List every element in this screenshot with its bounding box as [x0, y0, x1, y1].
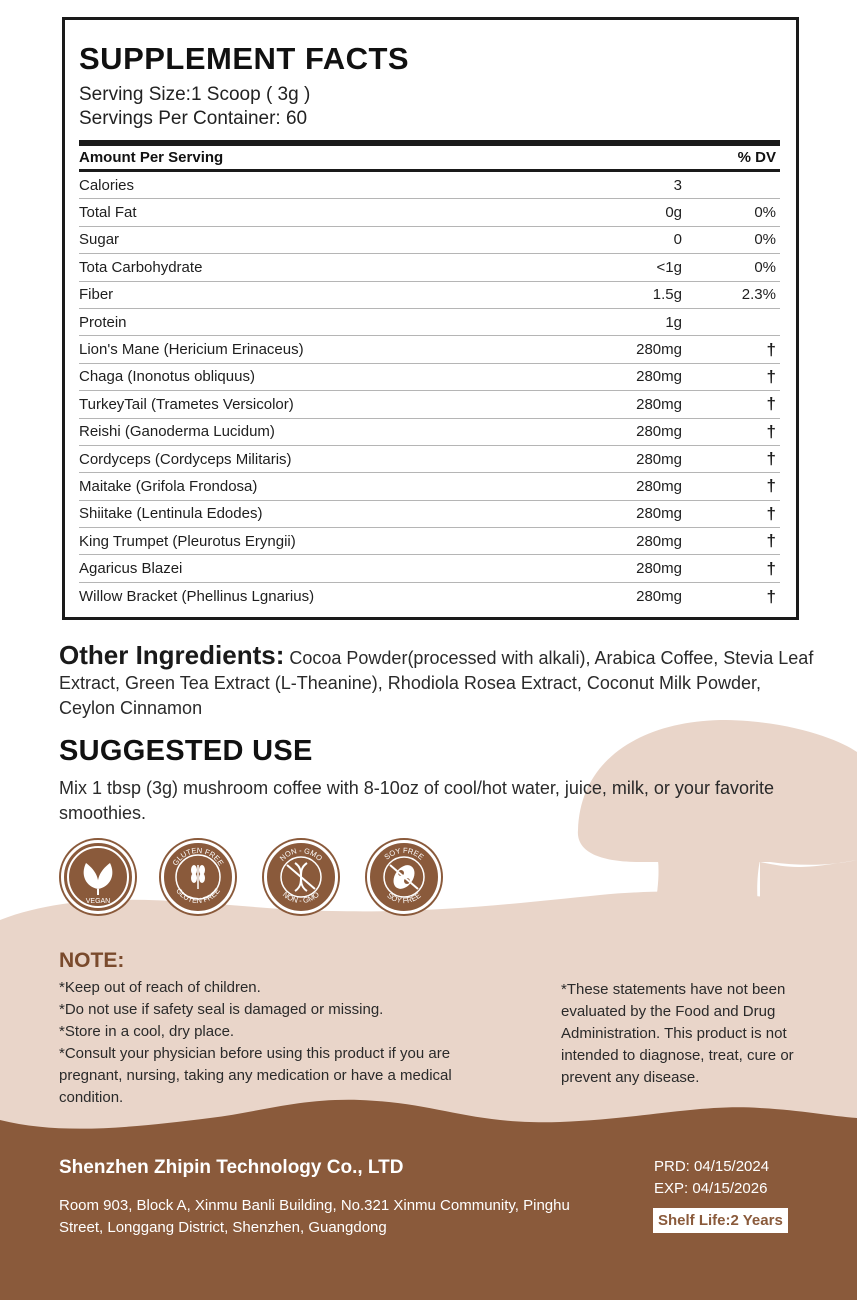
nutrient-name: Agaricus Blazei	[79, 560, 183, 578]
nutrient-dv: †	[766, 366, 776, 386]
nutrient-name: Sugar	[79, 231, 120, 249]
gluten-free-top-label: GLUTEN FREE	[170, 845, 226, 868]
nutrient-name: Shiitake (Lentinula Edodes)	[79, 505, 263, 523]
svg-text:GLUTEN FREE	[174, 886, 222, 905]
nutrient-amount: 280mg	[636, 423, 682, 441]
gluten-free-icon	[164, 843, 232, 911]
nutrient-name: Fiber	[79, 286, 114, 304]
nutrient-amount: 280mg	[636, 560, 682, 578]
exp-date: EXP: 04/15/2026	[654, 1180, 768, 1197]
nutrient-dv: †	[766, 394, 776, 414]
nutrient-name: Chaga (Inonotus obliquus)	[79, 368, 255, 386]
non-gmo-icon	[267, 843, 335, 911]
nutrient-amount: 0	[673, 231, 682, 249]
facts-row	[79, 528, 780, 555]
dv-label: % DV	[737, 149, 776, 166]
nutrient-name: Maitake (Grifola Frondosa)	[79, 477, 258, 495]
non-gmo-badge	[264, 840, 338, 914]
soy-free-bottom-label: SOY FREE	[385, 890, 423, 906]
facts-rows	[79, 172, 780, 610]
svg-text:SOY FREE	[385, 891, 422, 905]
nutrient-dv: 0%	[754, 204, 776, 222]
non-gmo-top-label: NON - GMO	[277, 845, 325, 863]
nutrient-name: Total Fat	[79, 204, 137, 222]
nutrient-amount: 280mg	[636, 477, 682, 495]
nutrient-amount: <1g	[656, 258, 682, 276]
soy-free-icon	[370, 843, 438, 911]
nutrient-amount: 280mg	[636, 505, 682, 523]
nutrient-dv: †	[766, 586, 776, 606]
facts-row	[79, 583, 780, 610]
note-heading: NOTE:	[59, 949, 125, 972]
nutrient-amount: 280mg	[636, 532, 682, 550]
nutrient-name: Protein	[79, 313, 127, 331]
nutrient-amount: 280mg	[636, 368, 682, 386]
nutrient-name: Tota Carbohydrate	[79, 258, 203, 276]
nutrient-name: Calories	[79, 176, 135, 194]
note-list	[59, 977, 459, 1109]
company-name: Shenzhen Zhipin Technology Co., LTD	[59, 1157, 404, 1178]
soy-free-badge	[367, 840, 441, 914]
suggested-use-text: Mix 1 tbsp (3g) mushroom coffee with 8-10oz of cool/hot water, juice, milk, or your favorite smoothies.	[59, 778, 774, 823]
nutrient-name: TurkeyTail (Trametes Versicolor)	[79, 395, 294, 413]
other-ingredients-text: Cocoa Powder(processed with alkali), Arabica Coffee, Stevia Leaf Extract, Green Tea Extract (L-Theanine), Rhodiola Rosea Extract, Coconut Milk Powder, Ceylon Cinnamon	[59, 648, 814, 718]
gluten-free-bottom-label: GLUTEN FREE	[174, 886, 222, 906]
facts-row	[79, 199, 780, 226]
nutrient-amount: 1.5g	[652, 286, 682, 304]
production-dates	[654, 1156, 769, 1200]
serving-size: Serving Size:1 Scoop ( 3g )	[79, 84, 311, 105]
nutrient-dv: †	[766, 558, 776, 578]
facts-row	[79, 419, 780, 446]
fda-disclaimer: *These statements have not been evaluated by the Food and Drug Administration. This product is not intended to diagnose, treat, cure or prevent any disease.	[561, 981, 794, 1086]
gluten-free-badge	[161, 840, 235, 914]
nutrient-amount: 280mg	[636, 341, 682, 359]
nutrient-name: Reishi (Ganoderma Lucidum)	[79, 423, 275, 441]
facts-title: SUPPLEMENT FACTS	[79, 41, 410, 76]
nutrient-amount: 1g	[665, 313, 682, 331]
nutrient-name: King Trumpet (Pleurotus Eryngii)	[79, 532, 296, 550]
prd-date: PRD: 04/15/2024	[654, 1158, 770, 1175]
facts-header-row	[79, 146, 780, 172]
nutrient-name: Cordyceps (Cordyceps Militaris)	[79, 450, 292, 468]
svg-text:NON - GMO	[278, 846, 324, 863]
suggested-use-heading: SUGGESTED USE	[59, 735, 313, 767]
nutrient-name: Willow Bracket (Phellinus Lgnarius)	[79, 588, 315, 606]
nutrient-dv: 2.3%	[741, 286, 776, 304]
vegan-badge	[61, 840, 135, 914]
other-ingredients-heading: Other Ingredients:	[59, 640, 285, 670]
nutrient-dv: †	[766, 503, 776, 523]
note-item: *Store in a cool, dry place.	[59, 1023, 235, 1040]
mushroom-stem-shape	[650, 860, 762, 930]
nutrient-dv: 0%	[754, 231, 776, 249]
facts-row	[79, 254, 780, 281]
company-address: Room 903, Block A, Xinmu Banli Building, No.321 Xinmu Community, Pinghu Street, Longgang District, Shenzhen, Guangdong	[59, 1197, 570, 1236]
svg-text:GLUTEN FREE	[171, 846, 226, 867]
facts-row	[79, 501, 780, 528]
nutrient-amount: 0g	[665, 204, 682, 222]
facts-row	[79, 364, 780, 391]
other-ingredients	[59, 640, 819, 721]
vegan-leaf-icon	[64, 843, 132, 911]
facts-row	[79, 473, 780, 500]
amount-per-serving-label: Amount Per Serving	[79, 149, 224, 166]
nutrient-name: Lion's Mane (Hericium Erinaceus)	[79, 341, 304, 359]
note-item: *Do not use if safety seal is damaged or missing.	[59, 1001, 384, 1018]
nutrient-dv: †	[766, 449, 776, 469]
vegan-label: VEGAN	[85, 898, 111, 905]
nutrient-amount: 3	[673, 176, 682, 194]
shelf-life-badge: Shelf Life:2 Years	[653, 1208, 788, 1233]
facts-row	[79, 227, 780, 254]
facts-row	[79, 309, 780, 336]
note-item: *Keep out of reach of children.	[59, 979, 261, 996]
nutrient-amount: 280mg	[636, 395, 682, 413]
nutrient-amount: 280mg	[636, 450, 682, 468]
facts-row	[79, 172, 780, 199]
nutrient-dv: 0%	[754, 258, 776, 276]
note-item: *Consult your physician before using this product if you are pregnant, nursing, taking any medication or have a medical condition.	[59, 1045, 452, 1106]
svg-text:SOY FREE	[382, 846, 425, 862]
soy-free-top-label: SOY FREE	[382, 845, 426, 862]
non-gmo-bottom-label: NON - GMO	[281, 889, 321, 906]
facts-row	[79, 446, 780, 473]
facts-row	[79, 336, 780, 363]
nutrient-dv: †	[766, 421, 776, 441]
svg-text:NON - GMO	[281, 890, 321, 905]
nutrient-dv: †	[766, 476, 776, 496]
supplement-facts-panel	[62, 17, 799, 620]
nutrient-amount: 280mg	[636, 588, 682, 606]
nutrient-dv: †	[766, 339, 776, 359]
facts-row	[79, 282, 780, 309]
facts-row	[79, 555, 780, 582]
facts-row	[79, 391, 780, 418]
servings-per-container: Servings Per Container: 60	[79, 108, 308, 129]
nutrient-dv: †	[766, 531, 776, 551]
